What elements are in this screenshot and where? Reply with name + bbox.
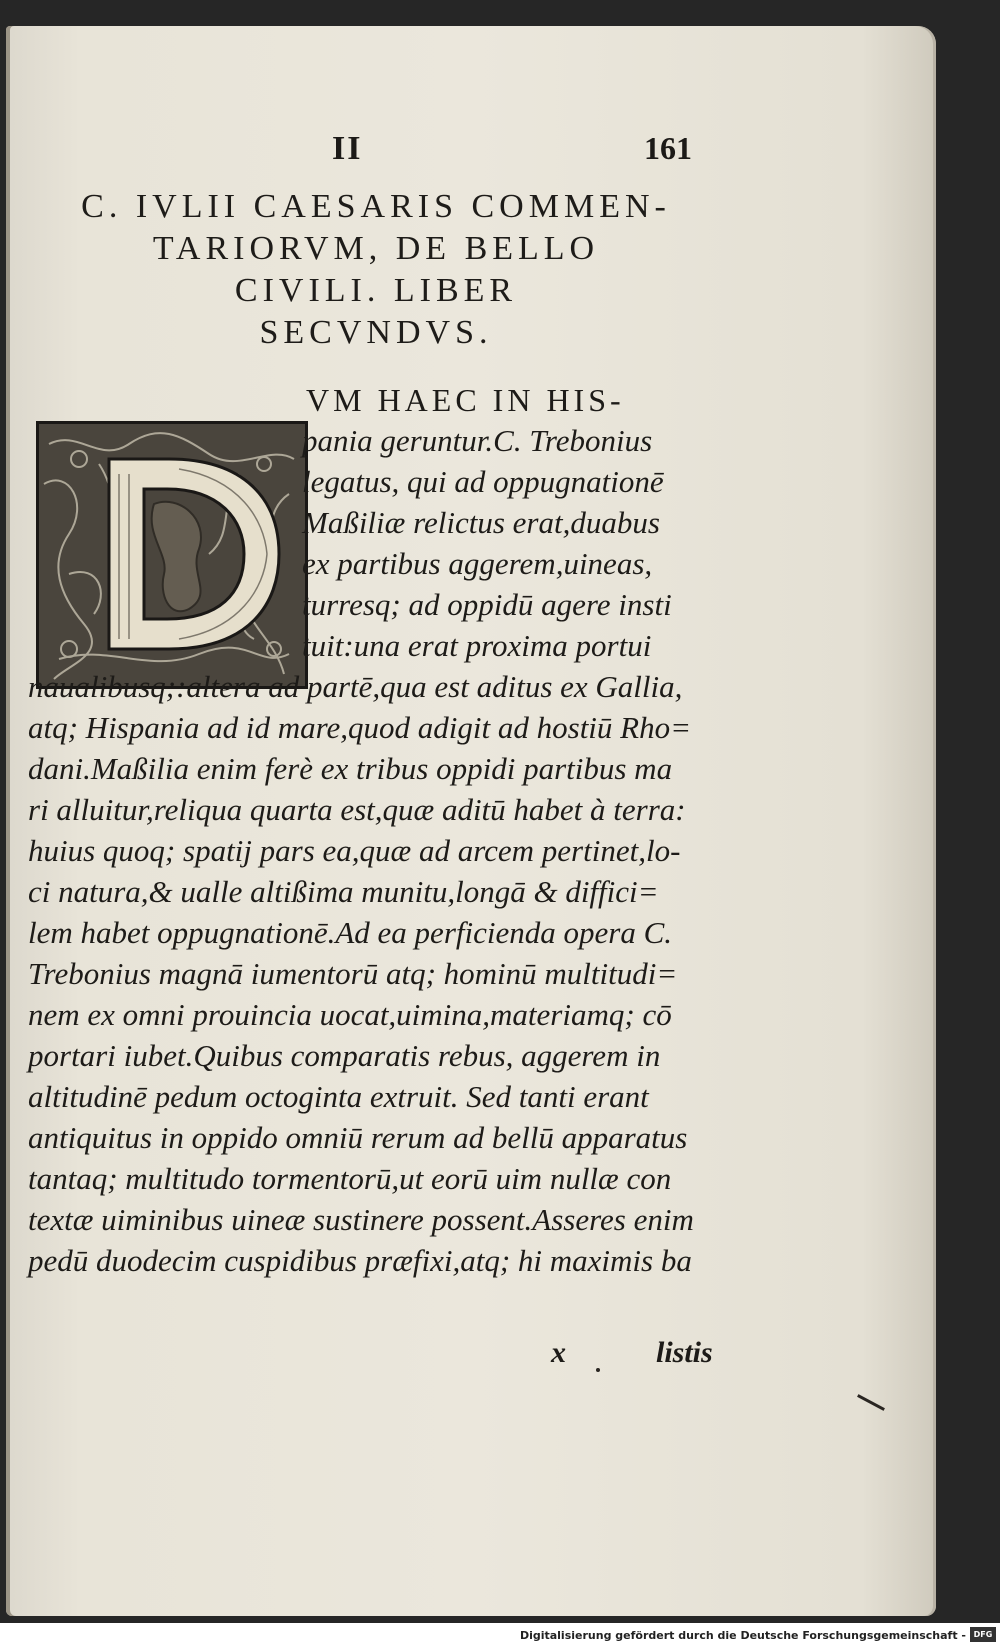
- text-line: textæ uiminibus uineæ sustinere possent.Asseres enim: [28, 1202, 694, 1237]
- text-line: turresq; ad oppidū agere insti: [302, 587, 672, 622]
- text-line: pedū duodecim cuspidibus præfixi,atq; hi maximis ba: [28, 1243, 692, 1278]
- signature-number: II: [332, 130, 363, 167]
- text-line: antiquitus in oppido omniū rerum ad bellū apparatus: [28, 1120, 688, 1155]
- text-line: ex partibus aggerem,uineas,: [302, 546, 653, 581]
- text-line: legatus, qui ad oppugnationē: [302, 464, 664, 499]
- page-number: 161: [644, 130, 692, 166]
- title-line: CIVILI. LIBER: [234, 272, 518, 309]
- dfg-logo: DFG: [970, 1627, 996, 1642]
- text-line: atq; Hispania ad id mare,quod adigit ad hostiū Rho=: [28, 710, 692, 745]
- text-line: ri alluitur,reliqua quarta est,quæ aditū habet à terra:: [28, 792, 686, 827]
- text-line: tantaq; multitudo tormentorū,ut eorū uim nullæ con: [28, 1161, 672, 1196]
- text-line: dani.Maßilia enim ferè ex tribus oppidi partibus ma: [28, 751, 673, 786]
- text-line: naualibusq;:altera ad partē,qua est aditus ex Gallia,: [28, 669, 683, 704]
- text-line: VM HAEC IN HIS-: [306, 382, 625, 418]
- catchword: listis: [656, 1336, 713, 1369]
- text-line: lem habet oppugnationē.Ad ea perficienda opera C.: [28, 915, 672, 950]
- text-line: altitudinē pedum octoginta extruit. Sed tanti erant: [28, 1079, 649, 1114]
- text-line: Trebonius magnā iumentorū atq; hominū multitudi=: [28, 956, 678, 991]
- title-line: C. IVLII CAESARIS COMMEN-: [81, 188, 671, 225]
- funding-credit: Digitalisierung gefördert durch die Deutsche Forschungsgemeinschaft -: [519, 1629, 966, 1642]
- text-line: Maßiliæ relictus erat,duabus: [302, 505, 660, 540]
- text-line: portari iubet.Quibus comparatis rebus, aggerem in: [28, 1038, 661, 1073]
- text-line: ci natura,& ualle altißima munitu,longā & diffici=: [28, 874, 659, 909]
- catchword-line: [6, 1336, 936, 1376]
- paper-blemish: [596, 1368, 600, 1372]
- signature-mark: x: [551, 1336, 566, 1369]
- title-line: SECVNDVS.: [259, 314, 493, 351]
- text-line: nem ex omni prouincia uocat,uimina,materiamq; cō: [28, 997, 672, 1032]
- book-page: [6, 26, 936, 1616]
- text-line: huius quoq; spatij pars ea,quæ ad arcem pertinet,lo-: [28, 833, 681, 868]
- text-line: pania geruntur.C. Trebonius: [302, 423, 653, 458]
- footer-bar: [0, 1623, 1000, 1645]
- body-text: [6, 26, 936, 1616]
- text-line: tuit:una erat proxima portui: [302, 628, 652, 663]
- title-line: TARIORVM, DE BELLO: [152, 230, 600, 267]
